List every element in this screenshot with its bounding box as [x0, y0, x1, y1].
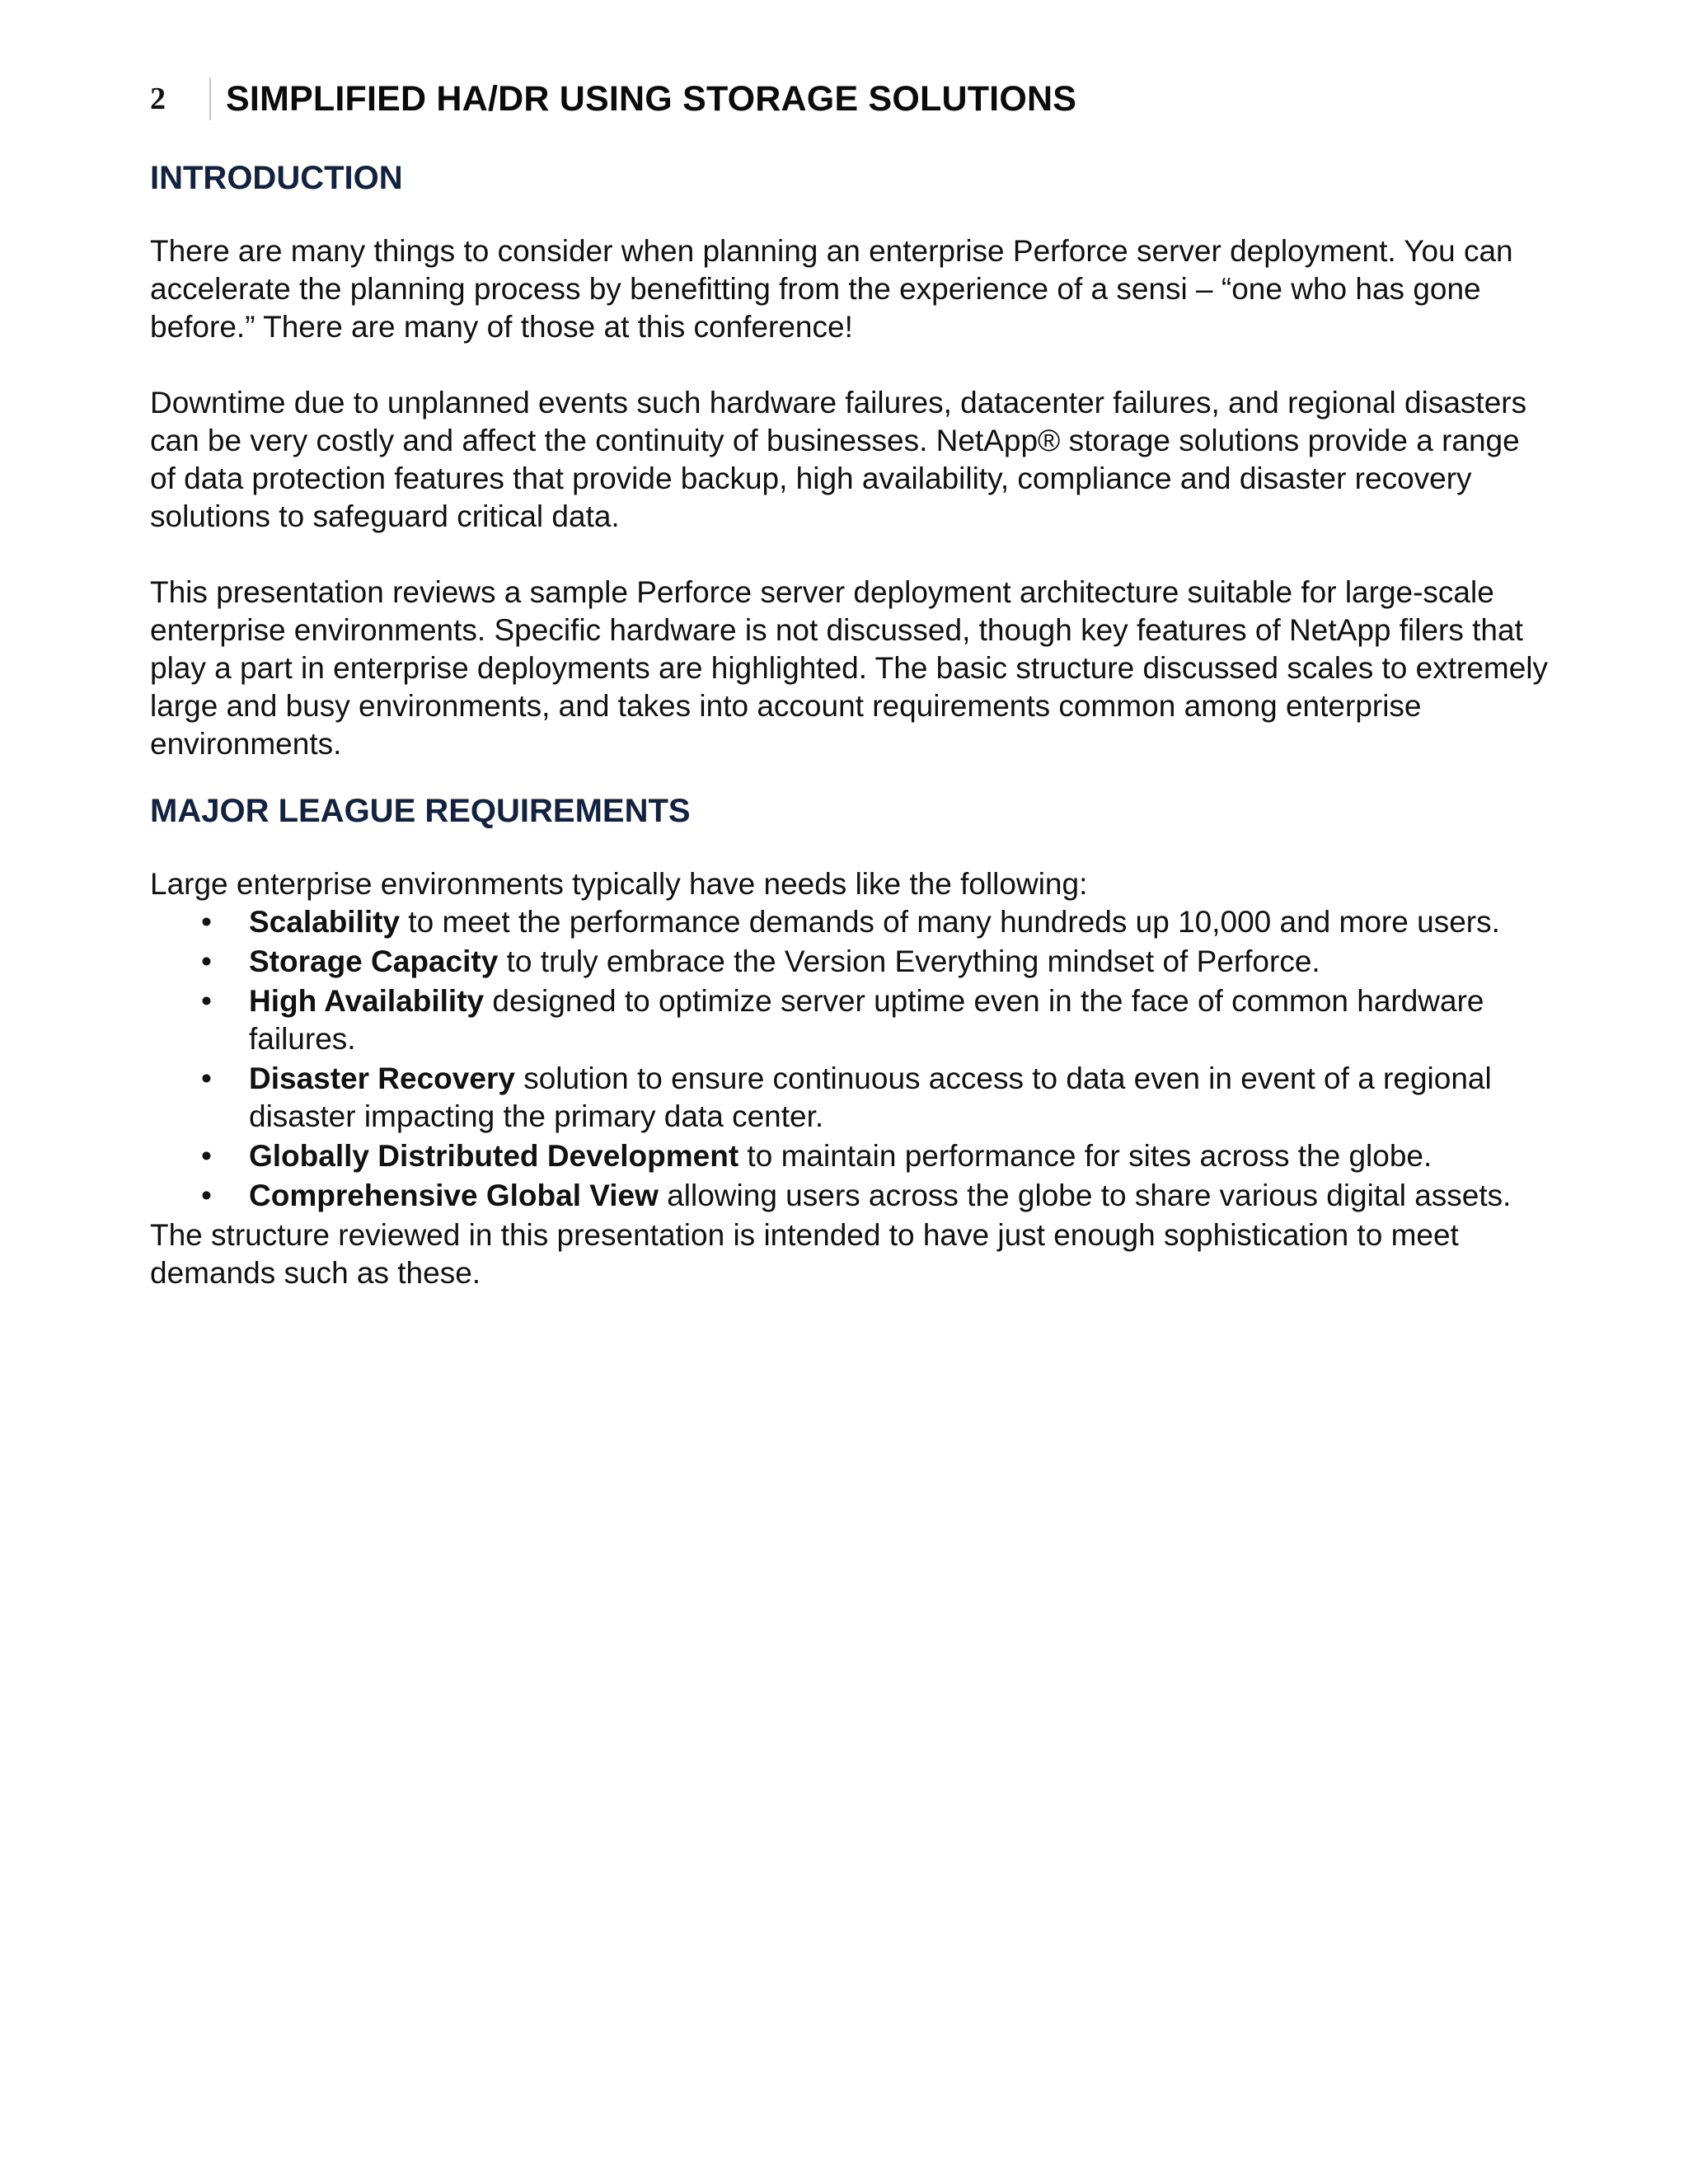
- bullet-icon: •: [201, 944, 212, 978]
- document-title: SIMPLIFIED HA/DR USING STORAGE SOLUTIONS: [226, 78, 1077, 119]
- requirement-text: to maintain performance for sites across the globe.: [738, 1139, 1432, 1173]
- requirement-text: solution to ensure continuous access to data even in event of a regional disaster impacting the primary data center.: [249, 1062, 1492, 1133]
- requirement-term: Comprehensive Global View: [249, 1179, 659, 1212]
- list-item: [150, 1137, 1551, 1175]
- bullet-icon: •: [201, 905, 212, 939]
- list-item: [150, 903, 1551, 941]
- introduction-section: [150, 158, 1551, 763]
- requirements-list: [150, 903, 1551, 1215]
- requirements-section: [150, 791, 1551, 1292]
- introduction-heading: INTRODUCTION: [150, 160, 403, 196]
- requirement-term: Globally Distributed Development: [249, 1139, 739, 1173]
- requirement-text: to truly embrace the Version Everything mindset of Perforce.: [498, 944, 1320, 978]
- list-item: [150, 1177, 1551, 1215]
- requirements-heading: MAJOR LEAGUE REQUIREMENTS: [150, 793, 691, 829]
- page-number: 2: [150, 77, 211, 120]
- requirement-term: Storage Capacity: [249, 944, 499, 978]
- running-header: [150, 76, 1551, 122]
- list-item: [150, 943, 1551, 981]
- bullet-icon: •: [201, 1139, 212, 1173]
- document-page: [150, 76, 1551, 1292]
- requirement-text: allowing users across the globe to share various digital assets.: [658, 1179, 1512, 1212]
- requirement-term: High Availability: [249, 984, 485, 1018]
- requirement-term: Scalability: [249, 905, 401, 939]
- intro-paragraph-2: Downtime due to unplanned events such hardware failures, datacenter failures, and regional disasters can be very costly and affect the continuity of businesses. NetApp® storage solutions provide a range of data protection features that provide backup, high availability, compliance and disaster recovery solutions to safeguard critical data.: [150, 386, 1527, 533]
- requirements-closing: The structure reviewed in this presentation is intended to have just enough sophistication to meet demands such as these.: [150, 1218, 1459, 1290]
- bullet-icon: •: [201, 1062, 212, 1095]
- list-item: [150, 982, 1551, 1058]
- bullet-icon: •: [201, 1179, 212, 1212]
- requirements-lead: Large enterprise environments typically have needs like the following:: [150, 867, 1088, 901]
- intro-paragraph-1: There are many things to consider when planning an enterprise Perforce server deployment. You can accelerate the planning process by benefitting from the experience of a sensi – “one who has gone before.” There are many of those at this conference!: [150, 234, 1513, 344]
- list-item: [150, 1060, 1551, 1136]
- requirement-text: designed to optimize server uptime even in the face of common hardware failures.: [249, 984, 1484, 1056]
- requirement-term: Disaster Recovery: [249, 1062, 515, 1095]
- intro-paragraph-3: This presentation reviews a sample Perforce server deployment architecture suitable for large-scale enterprise environments. Specific hardware is not discussed, though key features of NetApp filers that play a part in enterprise deployments are highlighted. The basic structure discussed scales to extremely large and busy environments, and takes into account requirements common among enterprise environments.: [150, 575, 1549, 761]
- bullet-icon: •: [201, 984, 212, 1018]
- requirement-text: to meet the performance demands of many hundreds up 10,000 and more users.: [400, 905, 1500, 939]
